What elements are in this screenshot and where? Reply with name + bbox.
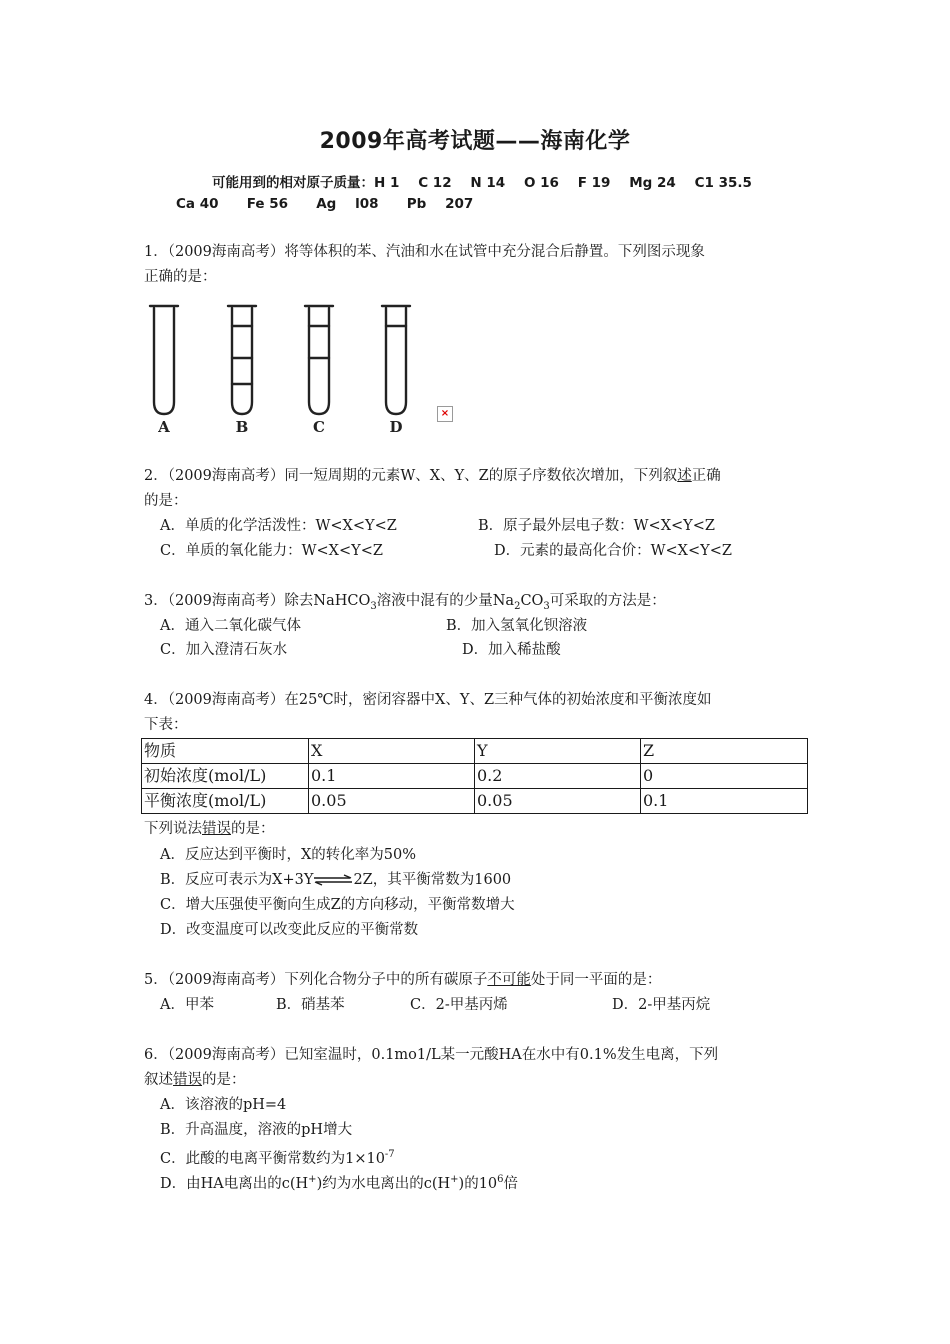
q6-stem-part-1: 叙述: [144, 1072, 173, 1088]
q4-after-part-1: 下列说法: [144, 821, 202, 837]
page-title: 2009年高考试题——海南化学: [319, 129, 631, 154]
q3-option-d: D．加入稀盐酸: [462, 642, 561, 658]
broken-image-icon: ×: [437, 406, 453, 422]
q6-option-d-part-2: )约为水电离出的c(H: [316, 1175, 451, 1192]
table-cell: 0.05: [475, 789, 641, 814]
q5-option-b: B．硝基苯: [276, 997, 345, 1013]
q6-option-b: B．升高温度，溶液的pH增大: [160, 1122, 353, 1138]
q2-option-c: C．单质的氧化能力：W<X<Y<Z: [160, 543, 383, 559]
q5-stem: [144, 970, 661, 990]
tube-label-d: D: [389, 418, 403, 436]
q6-option-d-sup-1: +: [308, 1174, 317, 1185]
tube-a-illustration: [150, 306, 178, 414]
table-cell: X: [309, 739, 475, 764]
q4-option-b-part-1: B．反应可表示为X+3Y: [160, 872, 314, 888]
q5-option-a: A．甲苯: [160, 997, 214, 1013]
q6-option-d-part-3: )的10: [458, 1175, 498, 1192]
q4-option-d: D．改变温度可以改变此反应的平衡常数: [160, 922, 419, 938]
q2-stem-line-1: [144, 466, 721, 486]
q4-after-table: [144, 819, 275, 839]
q5-option-c: C．2-甲基丙烯: [410, 997, 508, 1013]
q2-option-d: D．元素的最高化合价：W<X<Y<Z: [494, 543, 732, 559]
q3-sub-3: 3: [543, 600, 550, 612]
q6-option-d-part-1: D．由HA电离出的c(H: [160, 1175, 309, 1192]
tube-b-illustration: [228, 306, 256, 414]
atomic-mass-line-2: Ca 40 Fe 56 Ag l08 Pb 207: [176, 196, 474, 212]
table-cell: 0.05: [309, 789, 475, 814]
q1-stem-line-2: 正确的是：: [144, 269, 217, 285]
q4-after-part-2: 的是：: [231, 821, 275, 837]
table-cell: 0.2: [475, 764, 641, 789]
table-header-row: [142, 739, 808, 764]
table-row: [142, 789, 808, 814]
tube-label-a: A: [158, 418, 170, 436]
q6-stem-underlined: 错误: [173, 1072, 202, 1088]
q6-option-c-sup: -7: [384, 1149, 395, 1160]
q3-stem-part-4: 可采取的方法是：: [549, 593, 666, 609]
q3-stem-part-3: CO: [520, 593, 544, 609]
q2-stem-underlined: 述: [677, 468, 692, 484]
q6-option-d-sup-2: +: [450, 1174, 459, 1185]
tube-label-b: B: [235, 418, 249, 436]
q3-sub-1: 3: [370, 600, 377, 612]
q1-stem-line-1: 1．（2009海南高考）将等体积的苯、汽油和水在试管中充分混合后静置。下列图示现象: [144, 244, 705, 260]
q4-stem-line-2: 下表：: [144, 717, 188, 733]
q4-option-c: C．增大压强使平衡向生成Z的方向移动，平衡常数增大: [160, 897, 515, 913]
q4-option-b: [160, 870, 511, 890]
test-tubes-figure: [140, 296, 430, 438]
q2-option-a: A．单质的化学活泼性：W<X<Y<Z: [160, 518, 397, 534]
q2-stem-line-2: 的是：: [144, 493, 188, 509]
q2-stem-part-2: 正确: [691, 468, 721, 484]
q6-stem-line-2: [144, 1070, 246, 1090]
table-cell: 0.1: [309, 764, 475, 789]
q2-stem-part-1: 2．（2009海南高考）同一短周期的元素W、X、Y、Z的原子序数依次增加，下列叙: [144, 468, 678, 484]
table-cell: Z: [641, 739, 808, 764]
q5-stem-part-2: 处于同一平面的是：: [530, 972, 662, 988]
q6-stem-line-1: 6．（2009海南高考）已知室温时，0.1mo1/L某一元酸HA在水中有0.1%发生电离，下列: [144, 1047, 719, 1063]
q5-option-d: D．2-甲基丙烷: [612, 997, 711, 1013]
atomic-mass-line-1: 可能用到的相对原子质量：H 1 C 12 N 14 O 16 F 19 Mg 24 C1 35.5: [212, 175, 752, 191]
table-cell: 0: [641, 764, 808, 789]
q2-option-b: B．原子最外层电子数：W<X<Y<Z: [478, 518, 715, 534]
q6-option-a: A．该溶液的pH=4: [160, 1097, 287, 1113]
q6-option-d-sup-3: 6: [497, 1174, 504, 1185]
concentration-table: [141, 738, 808, 814]
q3-sub-2: 2: [514, 600, 521, 612]
q3-option-a: A．通入二氧化碳气体: [160, 618, 301, 634]
tube-d-illustration: [382, 306, 410, 414]
table-cell: 物质: [142, 739, 309, 764]
q6-option-c-part-1: C．此酸的电离平衡常数约为1×10: [160, 1150, 385, 1167]
equilibrium-arrow-icon: [313, 874, 353, 886]
table-cell: Y: [475, 739, 641, 764]
q5-stem-underlined: 不可能: [487, 972, 531, 988]
q6-option-d: [160, 1170, 518, 1194]
q4-option-a: A．反应达到平衡时，X的转化率为50%: [160, 847, 417, 863]
q3-stem: [144, 591, 666, 617]
q3-stem-part-1: 3．（2009海南高考）除去NaHCO: [144, 593, 371, 609]
q4-stem-line-1: 4．（2009海南高考）在25℃时，密闭容器中X、Y、Z三种气体的初始浓度和平衡浓度如: [144, 692, 712, 708]
q6-stem-part-2: 的是：: [202, 1072, 246, 1088]
q3-option-c: C．加入澄清石灰水: [160, 642, 288, 658]
q5-stem-part-1: 5．（2009海南高考）下列化合物分子中的所有碳原子: [144, 972, 488, 988]
q4-option-b-part-2: 2Z，其平衡常数为1600: [353, 872, 512, 888]
table-cell: 0.1: [641, 789, 808, 814]
tube-label-c: C: [313, 418, 325, 436]
table-cell: 初始浓度(mol/L): [142, 764, 309, 789]
tube-c-illustration: [305, 306, 333, 414]
q3-option-b: B．加入氢氧化钡溶液: [446, 618, 588, 634]
table-row: [142, 764, 808, 789]
q4-after-underlined: 错误: [202, 821, 231, 837]
table-cell: 平衡浓度(mol/L): [142, 789, 309, 814]
q6-option-c: [160, 1145, 395, 1169]
q3-stem-part-2: 溶液中混有的少量Na: [376, 593, 515, 609]
q6-option-d-part-4: 倍: [503, 1175, 519, 1192]
